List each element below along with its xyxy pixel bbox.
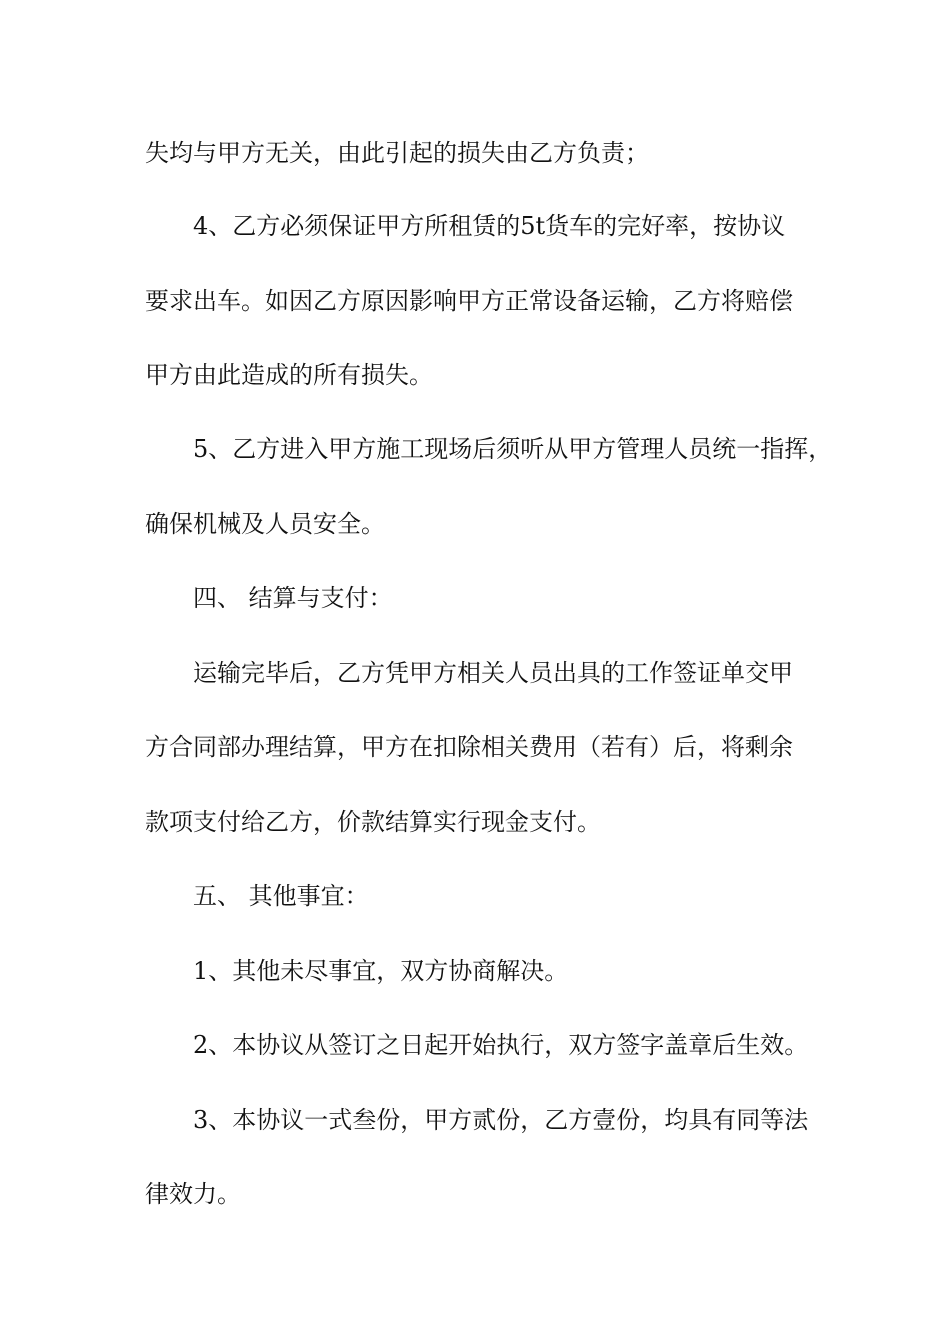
clause-5-line: 5、乙方进入甲方施工现场后须听从甲方管理人员统一指挥， (193, 435, 833, 463)
text-line: 甲方由此造成的所有损失。 (145, 361, 433, 389)
text-line: 运输完毕后，乙方凭甲方相关人员出具的工作签证单交甲 (193, 659, 793, 687)
text-line: 失均与甲方无关，由此引起的损失由乙方负责； (145, 139, 649, 167)
text-line: 方合同部办理结算，甲方在扣除相关费用（若有）后，将剩余 (145, 733, 793, 761)
text-line: 款项支付给乙方，价款结算实行现金支付。 (145, 808, 601, 836)
section-heading-settlement: 四、 结算与支付： (193, 584, 393, 612)
clause-1-line: 1、其他未尽事宜，双方协商解决。 (193, 957, 569, 985)
section-heading-other: 五、 其他事宜： (193, 882, 369, 910)
text-line: 确保机械及人员安全。 (145, 510, 385, 538)
clause-2-line: 2、本协议从签订之日起开始执行，双方签字盖章后生效。 (193, 1031, 809, 1059)
text-line: 要求出车。如因乙方原因影响甲方正常设备运输，乙方将赔偿 (145, 287, 793, 315)
clause-3-line: 3、本协议一式叁份，甲方贰份，乙方壹份，均具有同等法 (193, 1106, 809, 1134)
clause-4-line: 4、乙方必须保证甲方所租赁的5t货车的完好率，按协议 (193, 212, 786, 240)
text-line: 律效力。 (145, 1180, 241, 1208)
